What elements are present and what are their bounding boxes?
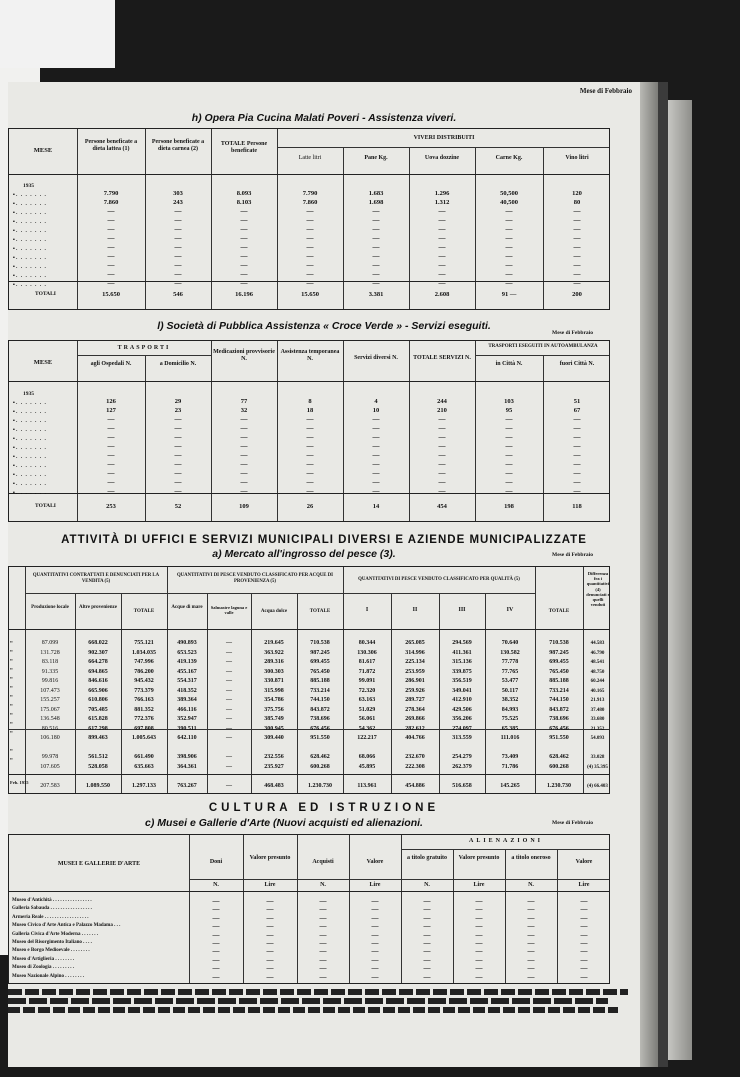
col-medicazioni: Medicazioni provvisorie N. [213, 349, 275, 362]
table-h-caption: h) Opera Pia Cucina Malati Poveri - Assistenza viveri. [191, 112, 457, 124]
cell: 120 [572, 190, 582, 197]
total-cell: 91 — [501, 291, 517, 298]
cell: 18 [306, 407, 314, 414]
total-cell: 26 [306, 503, 314, 510]
col-autoambulanza: TRASPORTI ESEGUITI IN AUTOAMBULANZA [488, 344, 598, 349]
col-alienazioni: ALIENAZIONI [468, 838, 543, 844]
total-cell: 454 [437, 503, 447, 510]
mese-label: MESE [33, 147, 53, 154]
col-vino: Vino litri [565, 155, 589, 161]
col-fuori-citta: fuori Città N. [559, 361, 595, 367]
cell: 10 [372, 407, 380, 414]
cell: 103 [504, 398, 514, 405]
dash-column: — — — — — — — — — [107, 415, 115, 495]
col-doni: Doni [209, 859, 223, 865]
col-produzione: Produzione locale [31, 605, 69, 610]
last-row-label: Feb. 1935 [10, 780, 29, 785]
cell: 32 [240, 407, 248, 414]
col-qualita: QUANTITATIVI DI PESCE VENDUTO CLASSIFICATO PER QUALITÀ (5) [358, 577, 520, 582]
unit: N. [424, 882, 430, 888]
col-contrattati: QUANTITATIVI CONTRATTATI E DENUNCIATI PER LA VENDITA (5) [32, 573, 160, 584]
cell: 1.312 [434, 199, 450, 206]
mare-column: 490.893 653.523 419.139 455.167 554.317 418.352 389.364 466.116 352.947 390.511 642.110 398.906 364.361 763.267 [177, 640, 197, 789]
cell: 8.103 [236, 199, 252, 206]
table-l-caption: l) Società di Pubblica Assistenza « Croce Verde » - Servizi eseguiti. [157, 320, 491, 332]
col-servizi-diversi: Servizi diversi N. [354, 355, 398, 361]
cell: 8.093 [236, 190, 252, 197]
dash-column: — — — — — — — — — — [527, 897, 535, 981]
unit: N. [320, 882, 326, 888]
dash-column: — — — — — — — — — — [371, 897, 379, 981]
next-page-edge [668, 100, 692, 1060]
col-titolo-oneroso: a titolo oneroso [511, 855, 551, 861]
total-cell: 15.650 [102, 291, 120, 298]
col-dieta-lattea: Persone beneficate a dieta lattea (1) [84, 139, 138, 152]
col-viveri: VIVERI DISTRIBUITI [413, 135, 475, 141]
total-cell: 198 [504, 503, 514, 510]
cell: 4 [374, 398, 378, 405]
dash-column: — — — — — — — — — [505, 207, 513, 287]
cell: 51 [573, 398, 581, 405]
binding-gap [658, 82, 668, 1067]
dash-column: — — — — — — — — — — [423, 897, 431, 981]
dash-column: — — — — — — — — — [505, 415, 513, 495]
col-q3: III [458, 607, 466, 613]
document-page [8, 82, 640, 1067]
produzione-column: 87.099 131.728 83.118 91.335 99.816 107.473 155.257 175.067 136.548 80.516 106.180 99.978 107.605 207.583 [40, 640, 60, 789]
totale3-column: 710.538 987.245 699.455 765.450 885.188 733.214 744.150 843.872 738.696 676.456 951.550 628.462 600.268 1.230.730 [547, 640, 571, 789]
total-cell: 52 [174, 503, 182, 510]
col-totale-3: TOTALE [548, 609, 570, 614]
col-domicilio: a Domicilio N. [159, 361, 197, 367]
section-a-title: ATTIVITÀ DI UFFICI E SERVIZI MUNICIPALI DIVERSI E AZIENDE MUNICIPALIZZATE [61, 534, 587, 546]
museum-list: Museo d'Antichità . . . . . . . . . . . . . . . . Galleria Sabauda . . . . . . . . . . . . . . . . . Armeria Reale . . . . . . . . . . . . . . . . . . Museo Civico d'Arte Antica e Palazzo Madama . . . Galleria Civica d'Arte Moderna . . . . . . . Museo del Risorgimento Italiano . . . . Museo e Borgo Medioevale . . . . . . . . Museo d'Artiglieria . . . . . . . . Museo di Zoologia . . . . . . . . . Museo Nazionale Alpino . . . . . . . . [12, 898, 121, 979]
section-c-subtitle: c) Musei e Gallerie d'Arte (Nuovi acquisti ed alienazioni. [145, 817, 423, 829]
unit: Lire [369, 882, 381, 888]
col-differenza: Differenza fra i quantitativi (4) denunciati e quelli venduti [586, 571, 610, 608]
month-labels: ▪. . . . . . . ▪. . . . . . . ▪. . . . . . . ▪. . . . . . . ▪. . . . . . . ▪. . . . . . . ▪. . . . . . . ▪. . . . . . . ▪. . . . . . . ▪. . . . . . . ▪. . . . . . . [13, 400, 47, 496]
scan-corner [0, 0, 115, 68]
col-valore-2: Valore [575, 859, 593, 865]
col-q1: I [365, 607, 369, 613]
dash-column: — — — — — — — — — [372, 207, 380, 287]
col-uova: Uova dozzine [424, 155, 460, 161]
dash-column: — — — — — — — — — [306, 207, 314, 287]
cell: 210 [437, 407, 447, 414]
q2-column: 265.085 314.996 225.134 253.959 286.901 259.926 289.727 278.364 269.866 282.612 404.766 232.670 222.308 454.886 [405, 640, 425, 789]
total-cell: 15.650 [301, 291, 319, 298]
dash-column: — — — — — — — — — [107, 207, 115, 287]
total-label: TOTALI [35, 291, 56, 297]
total-cell: 2.608 [434, 291, 450, 298]
dash-column: — — — — — — — — — — [212, 897, 220, 981]
table-l-note: Mese di Febbraio [552, 330, 593, 336]
col-carne: Carne Kg. [495, 155, 523, 161]
cell: 1.296 [434, 190, 450, 197]
unit: N. [213, 882, 219, 888]
col-titolo-gratuito: a titolo gratuito [407, 855, 447, 861]
cell: 7.790 [302, 190, 318, 197]
col-totale-servizi: TOTALE SERVIZI N. [413, 355, 471, 361]
dash-column: — — — — — — — — — [174, 415, 182, 495]
col-trasporti: TRASPORTI [117, 345, 171, 351]
table-l [8, 340, 610, 522]
dolce-column: 219.645 363.922 289.316 300.303 330.871 315.998 354.786 375.756 385.749 300.945 309.440 232.556 235.927 468.483 [264, 640, 284, 789]
q4-column: 70.640 130.582 77.778 77.765 53.477 50.117 38.352 84.993 75.525 65.385 111.016 73.409 71.786 145.265 [500, 640, 520, 789]
cell: 7.860 [302, 199, 318, 206]
section-a-note: Mese di Febbraio [552, 552, 593, 558]
totale2-column: 710.538 987.245 699.455 765.450 885.188 733.214 744.150 843.872 738.696 676.456 951.550 628.462 600.268 1.230.730 [308, 640, 332, 789]
dash-column: — — — — — — — — — [240, 207, 248, 287]
col-altre: Altre provenienze [78, 605, 117, 610]
col-in-citta: in Città N. [495, 361, 523, 367]
year-label: 1935 [23, 391, 34, 397]
cell: 126 [106, 398, 116, 405]
dash-column: — — — — — — — — — [573, 207, 581, 287]
total-cell: 200 [572, 291, 582, 298]
total-cell: 118 [572, 503, 582, 510]
totale1-column: 755.121 1.034.035 747.996 786.200 945.432 773.379 766.163 881.352 772.376 697.808 1.005.643 661.490 635.663 1.297.133 [132, 640, 156, 789]
col-acquisti: Acquisti [312, 859, 334, 865]
cell: 8 [308, 398, 312, 405]
q1-column: 80.344 130.306 81.617 71.872 99.091 72.320 63.163 51.029 56.061 54.362 122.217 68.066 45.895 113.961 [357, 640, 377, 789]
unit: Lire [473, 882, 485, 888]
table-musei [8, 834, 610, 984]
differenza-column: 44.583 46.790 48.541 48.750 60.244 40.165 21.913 37.480 33.680 21.352 54.093 33.028 (4) 35.395 (4) 66.403 [587, 641, 608, 789]
dash-column: — — — — — — — — — — [319, 897, 327, 981]
dash-column: — — — — — — — — — [573, 415, 581, 495]
total-label: TOTALI [35, 503, 56, 509]
cell: 1.698 [368, 199, 384, 206]
row-header: MUSEI E GALLERIE D'ARTE [57, 861, 141, 867]
unit: Lire [264, 882, 276, 888]
cell: 95 [505, 407, 513, 414]
col-pane: Pane Kg. [364, 155, 388, 161]
cell: 50,500 [500, 190, 518, 197]
col-valore: Valore [366, 859, 384, 865]
col-salmastre: Salmastre laguna e valle [210, 605, 248, 616]
table-pesce [8, 566, 610, 794]
altre-column: 668.022 902.307 664.278 694.865 846.616 665.906 610.806 705.485 615.828 617.298 899.463 561.512 528.058 1.089.550 [86, 640, 110, 789]
cell: 23 [174, 407, 182, 414]
table-h [8, 128, 610, 310]
cell: 7.860 [103, 199, 119, 206]
total-cell: 16.196 [235, 291, 253, 298]
salmastre-column: — — — — — — — — — — — — — — [226, 640, 232, 789]
total-cell: 3.381 [368, 291, 384, 298]
total-cell: 14 [372, 503, 380, 510]
cell: 127 [106, 407, 116, 414]
month-labels: ▪. . . . . . . ▪. . . . . . . ▪. . . . . . . ▪. . . . . . . ▪. . . . . . . ▪. . . . . . . ▪. . . . . . . ▪. . . . . . . ▪. . . . . . . ▪. . . . . . . ▪. . . . . . . [13, 192, 47, 288]
dash-column: — — — — — — — — — [174, 207, 182, 287]
col-ospedali: agli Ospedali N. [90, 361, 132, 367]
section-c-title: CULTURA ED ISTRUZIONE [208, 802, 440, 814]
col-dieta-carnea: Persone beneficate a dieta carnea (2) [151, 139, 205, 152]
unit: Lire [578, 882, 590, 888]
col-acque: QUANTITATIVI DI PESCE VENDUTO CLASSIFICATO PER ACQUE DI PROVENIENZA (5) [176, 573, 334, 584]
col-mare: Acque di mare [171, 605, 203, 610]
page-header: Mese di Febbraio [579, 87, 632, 95]
dash-column: — — — — — — — — — [438, 415, 446, 495]
section-c-note: Mese di Febbraio [552, 820, 593, 826]
unit: N. [528, 882, 534, 888]
cell: 303 [173, 190, 183, 197]
col-dolce: Acqua dolce [260, 609, 288, 614]
col-q2: II [412, 607, 418, 613]
col-totale-2: TOTALE [309, 609, 331, 614]
col-valore-presunto: Valore presunto [249, 855, 291, 861]
dash-column: — — — — — — — — — — [475, 897, 483, 981]
cell: 67 [573, 407, 581, 414]
cell: 40,500 [500, 199, 518, 206]
dash-column: — — — — — — — — — [240, 415, 248, 495]
section-a-subtitle: a) Mercato all'ingrosso del pesce (3). [212, 548, 396, 560]
cell: 244 [437, 398, 447, 405]
dash-column: — — — — — — — — — — [266, 897, 274, 981]
cell: 7.790 [103, 190, 119, 197]
year-label: 1935 [23, 183, 34, 189]
total-cell: 253 [106, 503, 116, 510]
cell: 80 [573, 199, 581, 206]
mese-label: MESE [33, 359, 53, 366]
col-totale: TOTALE Persone beneficate [220, 141, 268, 154]
col-latte: Latte litri [298, 155, 322, 161]
dash-column: — — — — — — — — — [306, 415, 314, 495]
month-labels: ▪▪ ▪▪ ▪▪ ▪▪ ▪▪ ▪▪ ▪▪ ▪▪ ▪▪ ▪▪ ▪▪ ▪▪ ▪▪ [10, 639, 13, 761]
binding-shadow [640, 82, 658, 1067]
dash-column: — — — — — — — — — — [580, 897, 588, 981]
cell: 1.683 [368, 190, 384, 197]
footnotes [8, 987, 640, 1017]
col-totale-1: TOTALE [133, 609, 155, 614]
cell: 29 [174, 398, 182, 405]
total-cell: 546 [173, 291, 183, 298]
cell: 77 [240, 398, 248, 405]
q3-column: 294.569 411.361 315.136 339.875 356.519 349.041 412.910 429.506 356.206 274.097 313.559 254.279 262.379 516.658 [452, 640, 472, 789]
total-cell: 109 [239, 503, 249, 510]
cell: 243 [173, 199, 183, 206]
dash-column: — — — — — — — — — [372, 415, 380, 495]
col-q4: IV [506, 607, 514, 613]
dash-column: — — — — — — — — — [438, 207, 446, 287]
col-assistenza: Assistenza temporanea N. [280, 349, 340, 362]
col-valore-presunto-2: Valore presunto [458, 855, 500, 861]
